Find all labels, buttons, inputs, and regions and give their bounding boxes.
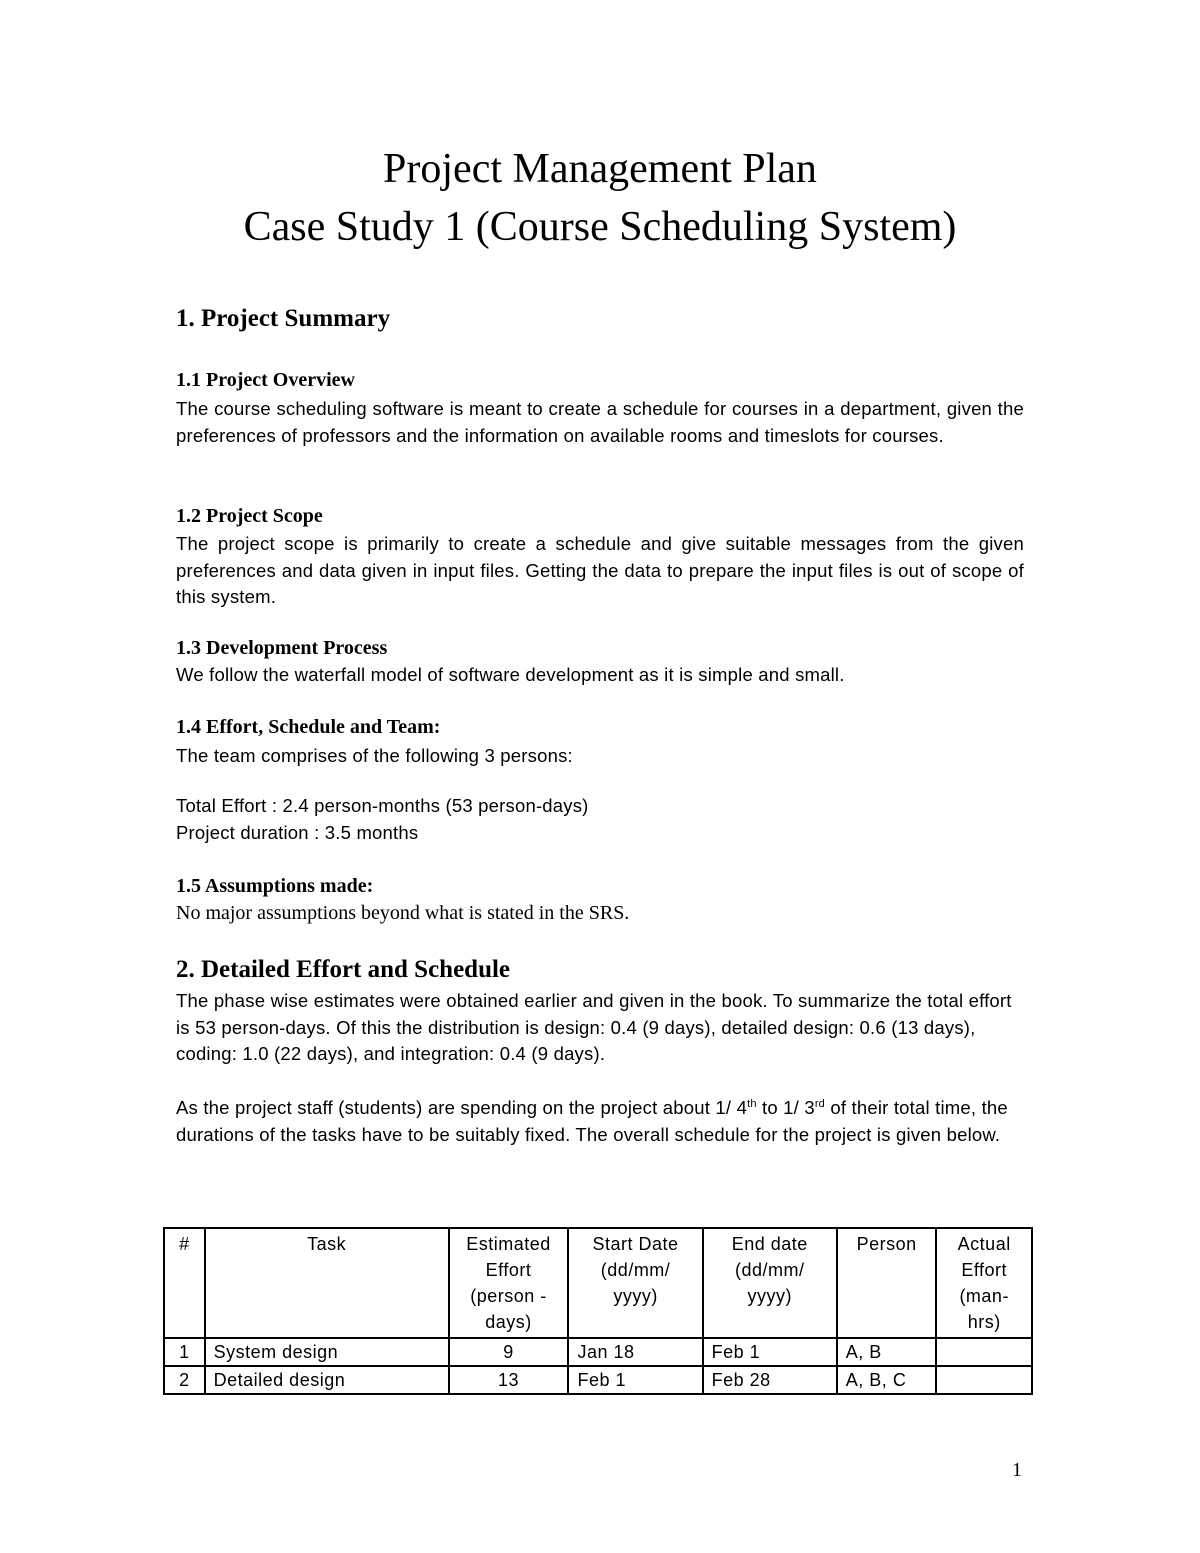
header-estimated-effort: Estimated Effort (person - days) [449,1228,569,1338]
section-1-heading: 1. Project Summary [176,305,391,332]
duration-text: Project duration : 3.5 months [176,822,419,843]
cell-effort: 9 [449,1338,569,1366]
para2-part-b: to 1/ 3 [756,1097,815,1118]
ordinal-rd: rd [814,1097,825,1110]
document-subtitle: Case Study 1 (Course Scheduling System) [243,204,957,250]
scope-heading: 1.2 Project Scope [176,505,323,527]
schedule-table [163,1227,1033,1395]
cell-start: Feb 1 [568,1366,702,1394]
page-number: 1 [1012,1459,1022,1481]
process-heading: 1.3 Development Process [176,637,388,659]
para2-part-a: As the project staff (students) are spending on the project about 1/ 4 [176,1097,748,1118]
cell-actual [936,1366,1032,1394]
section-2-paragraph-1: The phase wise estimates were obtained earlier and given in the book. To summarize the total effort is 53 person-days. Of this the distribution is design: 0.4 (9 days), detailed design: 0.6 (13 days), coding: 1.0 (22 days), and integration: 0.4 (9 days). [176,990,1012,1064]
header-task: Task [205,1228,449,1338]
cell-end: Feb 28 [703,1366,837,1394]
cell-end: Feb 1 [703,1338,837,1366]
header-num: # [164,1228,205,1338]
cell-person: A, B [837,1338,937,1366]
header-person: Person [837,1228,937,1338]
total-effort-text: Total Effort : 2.4 person-months (53 person-days) [176,795,589,816]
cell-person: A, B, C [837,1366,937,1394]
header-actual-effort: Actual Effort (man- hrs) [936,1228,1032,1338]
cell-start: Jan 18 [568,1338,702,1366]
cell-num: 2 [164,1366,205,1394]
header-end-date: End date (dd/mm/ yyyy) [703,1228,837,1338]
section-2-heading: 2. Detailed Effort and Schedule [176,956,511,983]
ordinal-th: th [747,1097,757,1110]
table-row [164,1338,1032,1366]
cell-task: Detailed design [205,1366,449,1394]
cell-task: System design [205,1338,449,1366]
cell-actual [936,1338,1032,1366]
overview-heading: 1.1 Project Overview [176,369,355,391]
overview-text: The course scheduling software is meant to create a schedule for courses in a department, given the preferences of professors and the information on available rooms and timeslots for courses. [176,398,1024,446]
section-2-paragraph-2 [176,1095,1024,1148]
header-start-date: Start Date (dd/mm/ yyyy) [568,1228,702,1338]
scope-text: The project scope is primarily to create a schedule and give suitable messages from the given preferences and data given in input files. Getting the data to prepare the input files is out of scope of this system. [176,533,1024,607]
document-title: Project Management Plan [383,146,817,192]
table-header-row [164,1228,1032,1338]
effort-heading: 1.4 Effort, Schedule and Team: [176,716,441,738]
table-row [164,1366,1032,1394]
cell-effort: 13 [449,1366,569,1394]
para2-part-c: of their total time, the durations of the tasks have to be suitably fixed. The overall schedule for the project is given below. [176,1097,1008,1145]
process-text: We follow the waterfall model of software development as it is simple and small. [176,664,845,685]
assumptions-text: No major assumptions beyond what is stated in the SRS. [176,902,630,924]
cell-num: 1 [164,1338,205,1366]
team-text: The team comprises of the following 3 persons: [176,745,573,766]
assumptions-heading: 1.5 Assumptions made: [176,875,374,897]
